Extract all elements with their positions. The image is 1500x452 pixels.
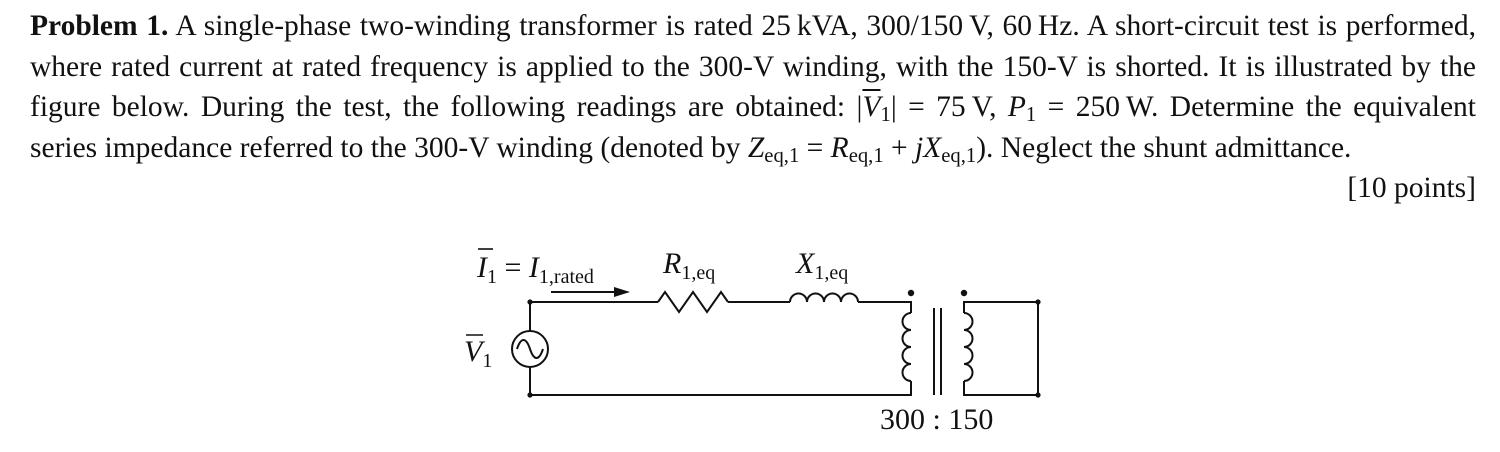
current-label: $I_1 = I_{1,rated}$ <box>477 251 594 288</box>
problem-text-4: ). Neglect the shunt admittance. <box>976 131 1352 164</box>
plus-sign: + <box>883 131 916 164</box>
voltage-phasor-symbol: $\overline{V}$ <box>862 91 881 123</box>
problem-text-3: = 250 W. Determine the equivalent series impedance referred to the 300-V winding (denoted by <box>30 91 1476 164</box>
primary-polarity-dot <box>908 290 914 296</box>
equals-sign: = <box>799 131 831 164</box>
sine-wave-icon <box>517 340 543 358</box>
wire-bottom <box>530 381 911 395</box>
resistor-label: $R_{1,eq}$ <box>663 247 716 284</box>
problem-text-2: | = 75 V, <box>890 91 1008 123</box>
node-dot-bottom-right <box>1035 392 1040 397</box>
power-subscript: 1 <box>1025 104 1037 127</box>
wire-top-right <box>858 302 911 313</box>
node-dot-bottom-left <box>527 392 532 397</box>
secondary-short-circuit <box>964 302 1038 395</box>
reactance-symbol: jX <box>915 131 942 164</box>
reactance-label: $X_{1,eq}$ <box>796 247 849 284</box>
points-label: [10 points] <box>1347 172 1476 204</box>
secondary-winding <box>964 313 973 381</box>
inductor-symbol <box>790 294 858 303</box>
voltage-label: $V_1$ <box>464 335 493 372</box>
secondary-polarity-dot <box>961 290 967 296</box>
voltage-phasor-subscript: 1 <box>880 104 891 127</box>
resistance-symbol: R <box>830 131 849 164</box>
problem-heading: Problem 1. <box>30 10 169 42</box>
current-arrow-head <box>614 287 630 297</box>
resistance-subscript: eq,1 <box>848 144 884 167</box>
problem-text-1: A single-phase two-winding transformer is rated 25 kVA, 300/150 V, 60 Hz. A short-circuit test is performed, where rated current at rated frequency is applied to the 300-V winding, with the 150-V is shorted. It is illustrated by the figure below. During the test, the following readings are obtained: | <box>30 10 1476 123</box>
node-dot-top-right <box>1035 299 1040 304</box>
power-symbol: P <box>1007 91 1026 123</box>
reactance-subscript: eq,1 <box>941 144 977 167</box>
turns-ratio-label: 300 : 150 <box>880 403 994 436</box>
impedance-subscript: eq,1 <box>764 144 800 167</box>
primary-winding <box>903 313 912 381</box>
impedance-symbol: Z <box>747 131 765 164</box>
node-dot-top-left <box>527 299 532 304</box>
resistor-symbol <box>658 292 728 312</box>
